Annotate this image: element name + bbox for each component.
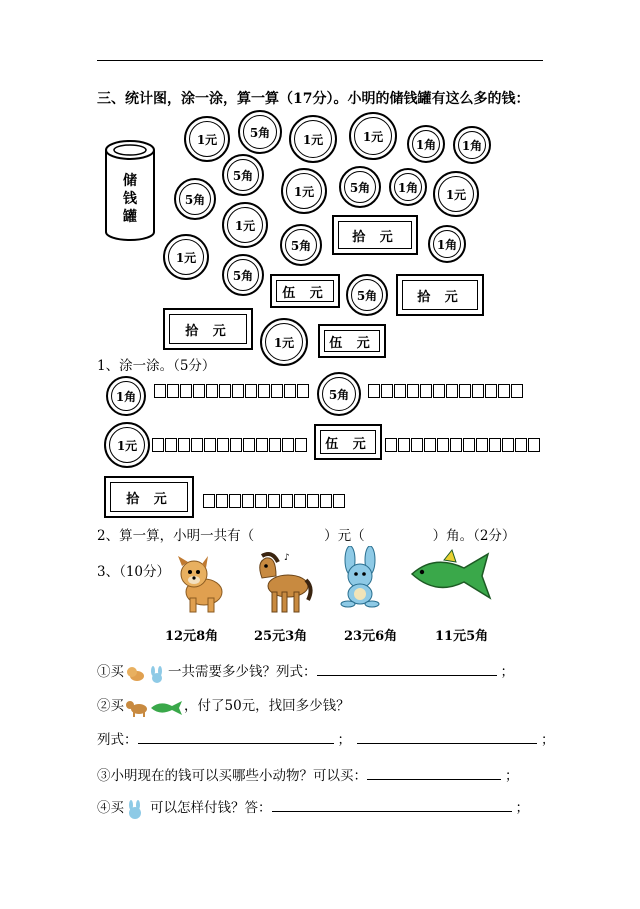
- tally-grid-10-yuan[interactable]: [203, 494, 346, 508]
- svg-text:♪: ♪: [284, 553, 290, 563]
- q3-line1-a: ①买: [97, 664, 124, 680]
- piggy-bank-label: 储钱罐: [123, 173, 137, 225]
- coin-5-jiao: 5角: [222, 154, 264, 196]
- note-10-yuan: 拾 元: [396, 274, 484, 316]
- horse-icon: [250, 548, 316, 614]
- dog-icon: [124, 666, 146, 680]
- coin-5-jiao: 5角: [317, 372, 361, 416]
- semicolon: ；: [337, 732, 351, 748]
- tally-grid-5-yuan[interactable]: [385, 438, 541, 452]
- coin-1-jiao: 1角: [428, 225, 466, 263]
- coin-1-jiao: 1角: [407, 125, 445, 163]
- q3-line5-a: ④买: [97, 800, 124, 816]
- semicolon: ；: [505, 768, 519, 784]
- rabbit-icon: [336, 546, 386, 608]
- q3-title: 3、（10分）: [97, 564, 171, 580]
- section-title: 三、统计图，涂一涂，算一算（17分）。小明的储钱罐有这么多的钱：: [97, 91, 530, 107]
- coin-1-yuan: 1元: [104, 422, 150, 468]
- tally-grid-1-jiao[interactable]: [154, 384, 310, 398]
- piggy-bank-icon: [104, 138, 156, 242]
- q3-line1-b: 一共需要多少钱？列式：: [168, 664, 317, 680]
- answer-line-4[interactable]: [367, 767, 501, 780]
- coin-5-jiao: 5角: [174, 178, 216, 220]
- coin-5-jiao: 5角: [346, 274, 388, 316]
- q3-line5: [97, 796, 529, 818]
- q2-text-c: ）角。（2分）: [432, 528, 516, 544]
- coin-1-jiao: 1角: [453, 126, 491, 164]
- fish-icon: [408, 548, 494, 604]
- coin-1-jiao: 1角: [106, 376, 146, 416]
- coin-1-yuan: 1元: [349, 112, 397, 160]
- coin-1-yuan: 1元: [222, 202, 268, 248]
- rabbit-icon: [146, 666, 168, 680]
- q3-line4-text: ③小明现在的钱可以买哪些小动物？可以买：: [97, 768, 367, 784]
- tally-grid-5-jiao[interactable]: [368, 384, 524, 398]
- tally-grid-1-yuan[interactable]: [152, 438, 308, 452]
- rabbit-icon: [124, 800, 150, 818]
- semicolon: ；: [541, 732, 555, 748]
- coin-1-yuan: 1元: [163, 234, 209, 280]
- q3-line4: [97, 764, 519, 784]
- semicolon: ；: [500, 664, 514, 680]
- note-5-yuan: 伍 元: [318, 324, 386, 358]
- coin-1-jiao: 1角: [389, 168, 427, 206]
- q3-line2-a: ②买: [97, 698, 124, 714]
- q1-title: 1、涂一涂。（5分）: [97, 358, 216, 374]
- semicolon: ；: [515, 800, 529, 816]
- coin-1-yuan: 1元: [260, 318, 308, 366]
- horse-icon: [124, 699, 150, 715]
- note-10-yuan: 拾 元: [332, 215, 418, 255]
- horse-price: 25元3角: [254, 629, 308, 644]
- coin-5-jiao: 5角: [238, 110, 282, 154]
- fish-price: 11元5角: [435, 629, 489, 644]
- fish-icon: [150, 699, 184, 715]
- coin-5-jiao: 5角: [280, 224, 322, 266]
- coin-1-yuan: 1元: [281, 168, 327, 214]
- coin-5-jiao: 5角: [222, 254, 264, 296]
- answer-line-2[interactable]: [138, 731, 334, 744]
- q3-line3-label: 列式：: [97, 732, 138, 748]
- q3-line2-b: ，付了50元，找回多少钱？: [184, 698, 350, 714]
- q2-text-a: 2、算一算，小明一共有（: [97, 528, 255, 544]
- note-5-yuan: 伍 元: [314, 424, 382, 460]
- q3-line3: [97, 728, 555, 748]
- dog-price: 12元8角: [165, 629, 219, 644]
- q3-line1: [97, 660, 514, 680]
- dog-icon: [170, 552, 230, 614]
- q2-text: [97, 524, 515, 544]
- coin-1-yuan: 1元: [289, 115, 337, 163]
- answer-line-1[interactable]: [317, 663, 497, 676]
- answer-line-3[interactable]: [357, 731, 537, 744]
- q3-line5-b: 可以怎样付钱？答：: [150, 800, 272, 816]
- coin-1-yuan: 1元: [433, 171, 479, 217]
- q3-line2: [97, 694, 350, 715]
- note-5-yuan: 伍 元: [270, 274, 340, 308]
- rabbit-price: 23元6角: [344, 629, 398, 644]
- coin-1-yuan: 1元: [184, 116, 230, 162]
- header-rule: [97, 60, 543, 61]
- answer-line-5[interactable]: [272, 799, 512, 812]
- q2-text-b: ）元（: [324, 528, 365, 544]
- note-10-yuan: 拾 元: [104, 476, 194, 518]
- note-10-yuan: 拾 元: [163, 308, 253, 350]
- coin-5-jiao: 5角: [339, 166, 381, 208]
